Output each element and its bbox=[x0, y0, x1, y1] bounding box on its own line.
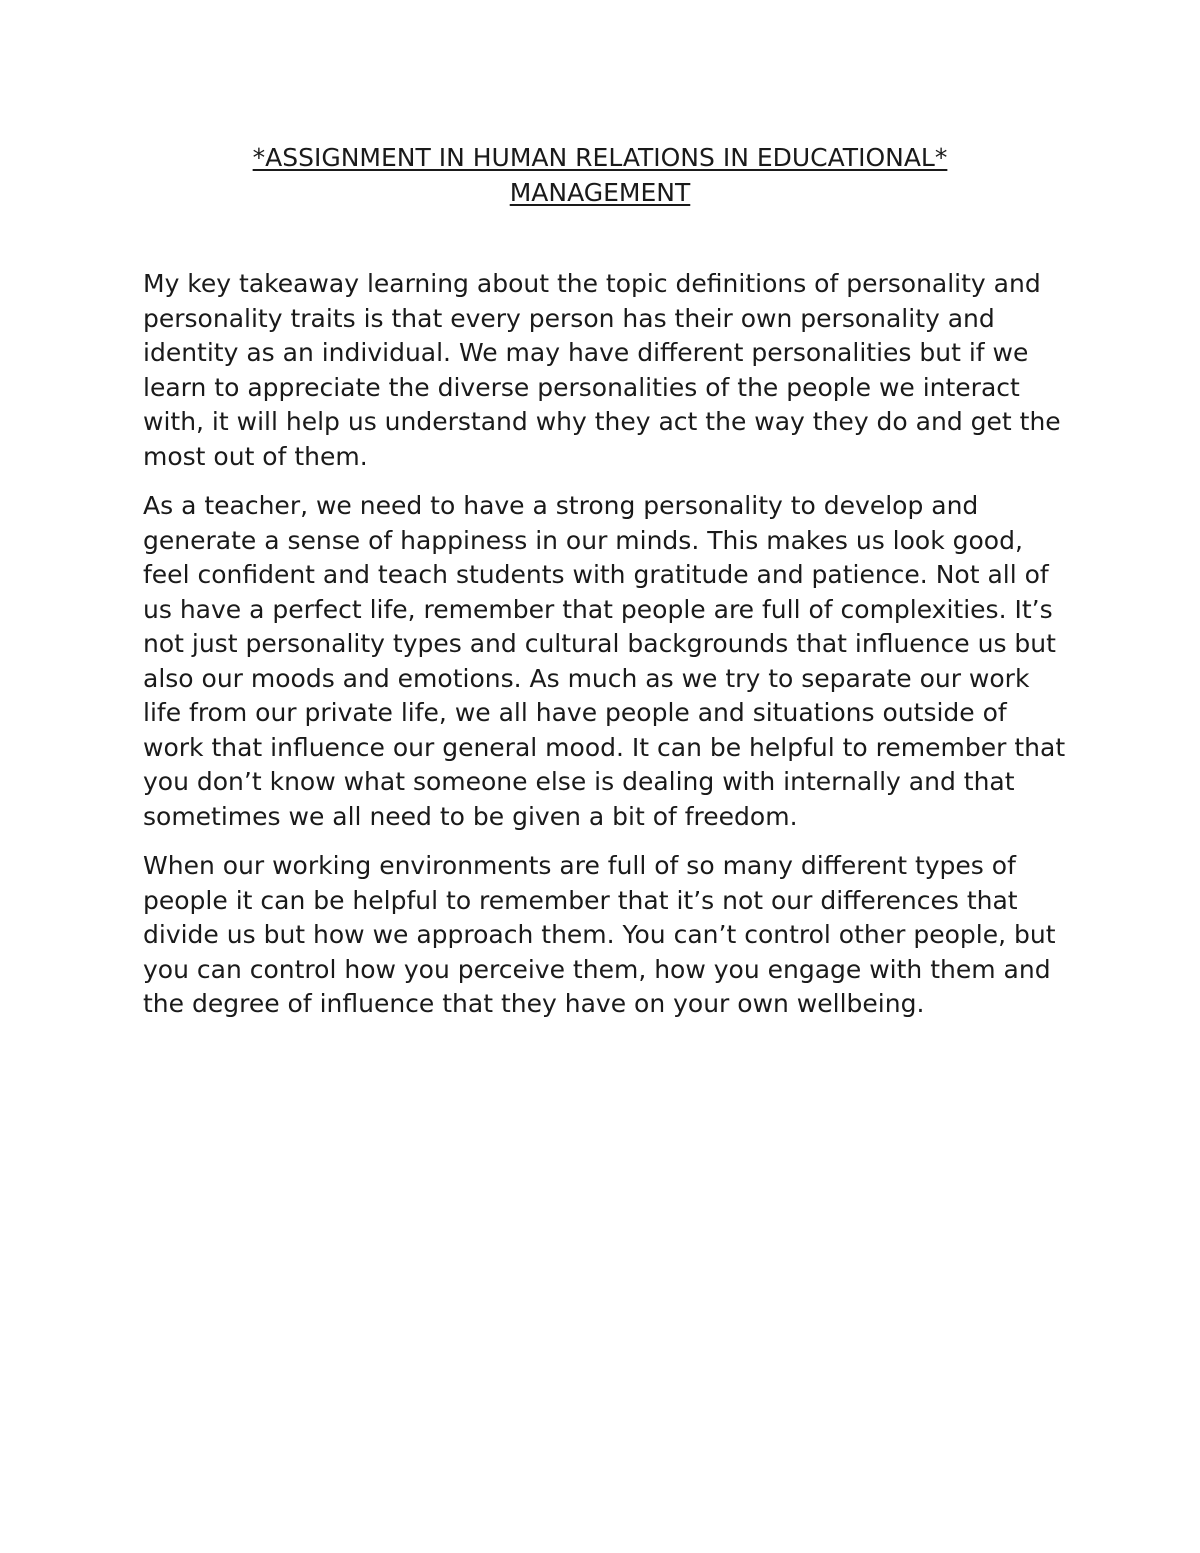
document-body bbox=[143, 267, 1068, 1037]
title-line-1: *ASSIGNMENT IN HUMAN RELATIONS IN EDUCATIONAL* bbox=[252, 143, 948, 172]
document-title bbox=[140, 140, 1060, 210]
paragraph-3: When our working environments are full of so many different types of people it can be helpful to remember that it’s not our differences that divide us but how we approach them. You can’t control other people, but you can control how you perceive them, how you engage with them and the degree of influence that they have on your own wellbeing. bbox=[143, 851, 1056, 1018]
paragraph-1: My key takeaway learning about the topic definitions of personality and personality traits is that every person has their own personality and identity as an individual. We may have different personalities but if we learn to appreciate the diverse personalities of the people we interact with, it will help us understand why they act the way they do and get the most out of them. bbox=[143, 269, 1061, 471]
paragraph-2: As a teacher, we need to have a strong personality to develop and generate a sense of happiness in our minds. This makes us look good, feel confident and teach students with gratitude and patience. Not all of us have a perfect life, remember that people are full of complexities. It’s not just personality types and cultural backgrounds that influence us but also our moods and emotions. As much as we try to separate our work life from our private life, we all have people and situations outside of work that influence our general mood. It can be helpful to remember that you don’t know what someone else is dealing with internally and that sometimes we all need to be given a bit of freedom. bbox=[143, 491, 1066, 831]
title-line-2: MANAGEMENT bbox=[509, 178, 691, 207]
